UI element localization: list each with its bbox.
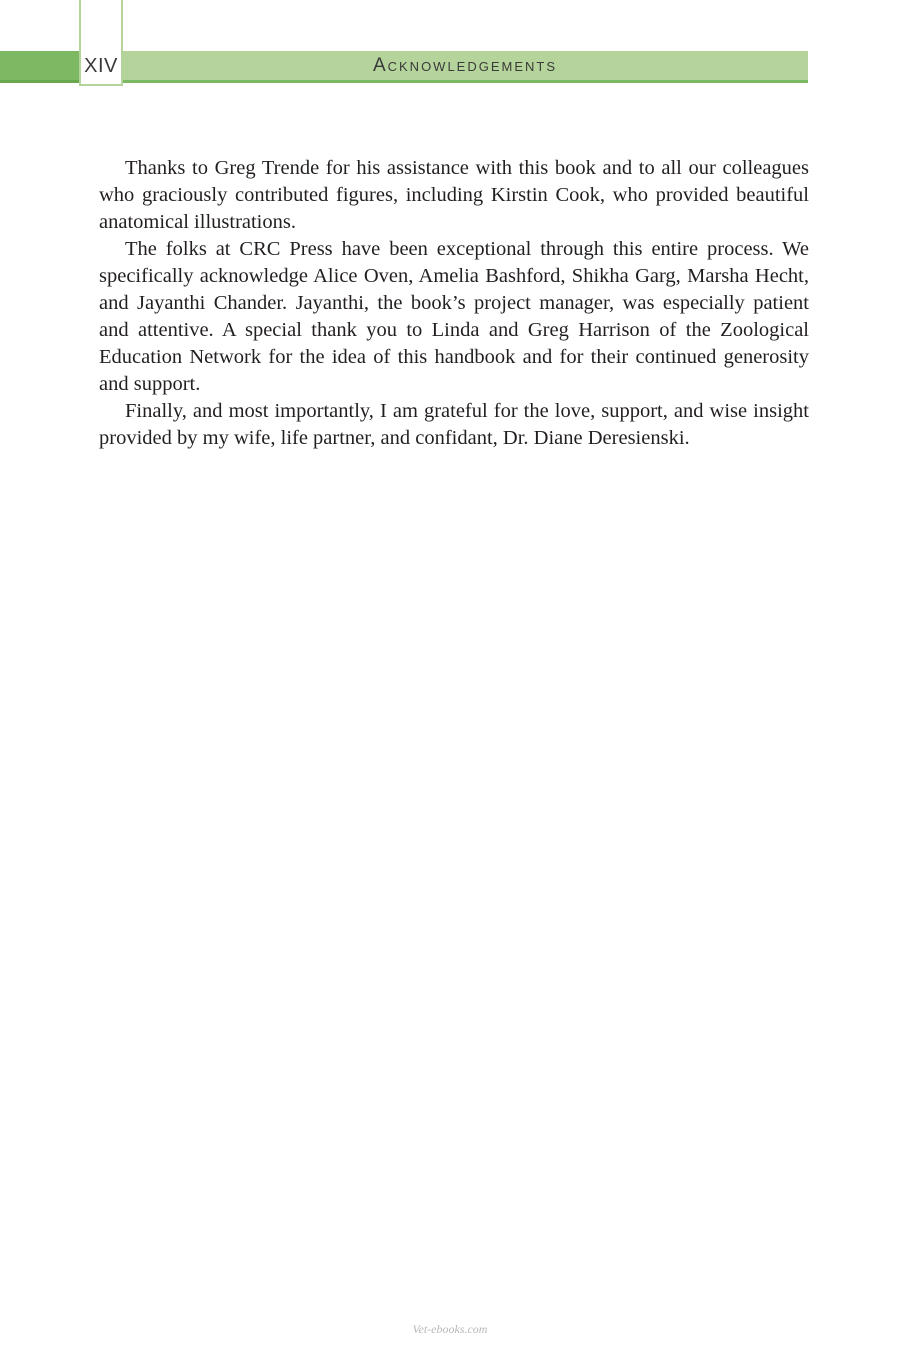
running-head: Acknowledgements [372,55,558,76]
header-accent-bar [0,51,80,83]
body-text [99,155,809,452]
page-number: XIV [84,55,118,77]
watermark-logo: Vet-ebooks.com [412,1322,488,1336]
paragraph: Thanks to Greg Trende for his assistance with this book and to all our colleagues who graciously contributed figures, including Kirstin Cook, who provided beautiful anatomical illustrations. [99,157,809,233]
header-accent-underline [0,80,80,83]
paragraph: The folks at CRC Press have been exceptional through this entire process. We specifically acknowledge Alice Oven, Amelia Bashford, Shikha Garg, Marsha Hecht, and Jayanthi Chander. Jayanthi, the book’s project manager, was especially patient and attentive. A special thank you to Linda and Greg Harrison of the Zoological Education Network for the idea of this handbook and for their continued generosity and support. [99,238,809,395]
paragraph: Finally, and most importantly, I am grateful for the love, support, and wise insight provided by my wife, life partner, and confidant, Dr. Diane Deresienski. [99,400,809,449]
